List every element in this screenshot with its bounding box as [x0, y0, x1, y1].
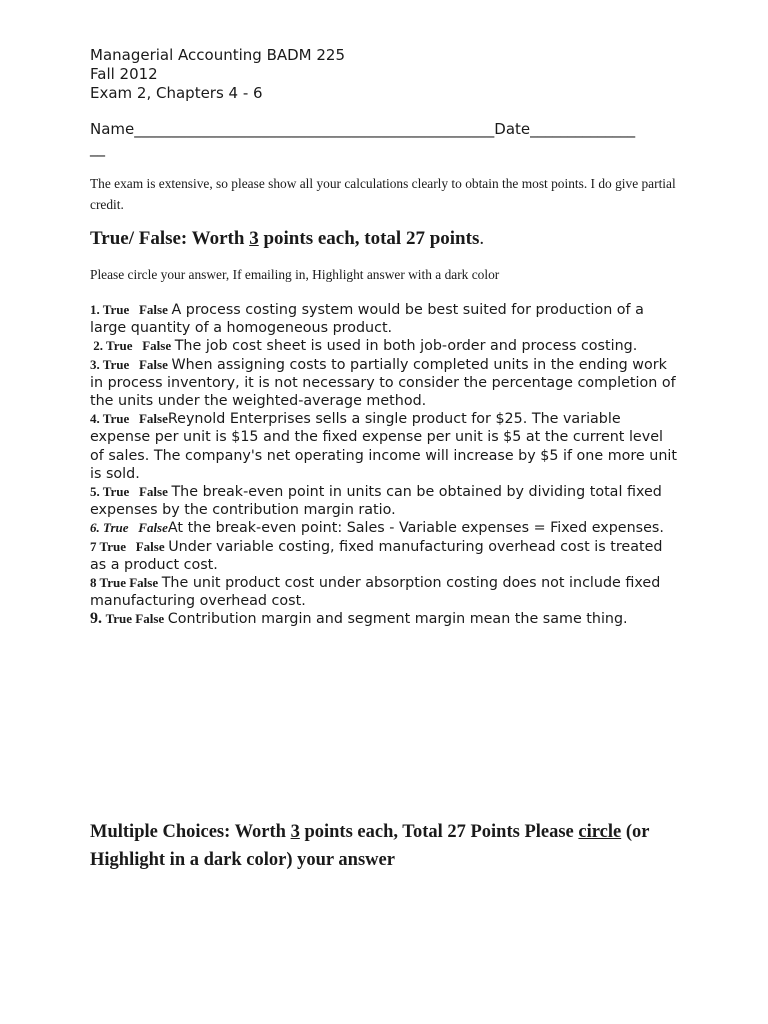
question-item: [90, 574, 680, 610]
answer-options: 8 True False: [90, 575, 159, 591]
name-blank: ________________________________________________: [134, 120, 495, 138]
points-number: 3: [290, 822, 300, 842]
answer-options: 5. True False: [90, 484, 168, 500]
answer-options: 3. True False: [90, 356, 168, 372]
answer-options: 1. True False: [90, 302, 168, 317]
exam-title: Exam 2, Chapters 4 - 6: [90, 84, 263, 102]
question-item: [90, 483, 680, 519]
exam-header: [90, 46, 345, 103]
question-item: [90, 301, 680, 337]
answer-options: 6. True False: [90, 520, 168, 536]
answer-options: 7 True False: [90, 538, 165, 554]
question-text: The job cost sheet is used in both job-order and process costing.: [174, 338, 638, 355]
question-text: At the break-even point: Sales - Variable expenses = Fixed expenses.: [167, 520, 664, 537]
question-item: [90, 356, 680, 411]
blank-tail: __: [90, 139, 105, 157]
answer-options: 4. True False: [90, 411, 168, 427]
circle-word: circle: [578, 822, 622, 842]
question-item: [90, 538, 680, 574]
intro-paragraph: The exam is extensive, so please show all your calculations clearly to obtain the most points. I do give partial credit.: [90, 176, 676, 212]
name-label: Name: [90, 120, 135, 138]
true-false-instruction: Please circle your answer, If emailing in, Highlight answer with a dark color: [90, 267, 500, 282]
term: Fall 2012: [90, 65, 158, 83]
question-text: When assigning costs to partially completed units in the ending work in process inventory, it is not necessary to consider the percentage completion of the units under the weighted-average method.: [90, 356, 676, 410]
multiple-choice-section-title: Multiple Choices: Worth 3 points each, Total 27 Points Please circle (or Highlight in a dark color) your answer: [90, 822, 650, 870]
date-label: Date: [494, 120, 531, 138]
question-text: The break-even point in units can be obtained by dividing total fixed expenses by the contribution margin ratio.: [90, 484, 662, 519]
question-item: [90, 337, 680, 355]
course-title: Managerial Accounting BADM 225: [90, 46, 346, 64]
question-item: [90, 610, 680, 628]
question-text: Under variable costing, fixed manufacturing overhead cost is treated as a product cost.: [90, 538, 663, 573]
date-blank: ______________: [530, 120, 636, 138]
answer-options: 2. True False: [90, 338, 172, 354]
question-text: Contribution margin and segment margin mean the same thing.: [167, 611, 628, 628]
points-number: 3: [249, 228, 259, 249]
question-item: [90, 410, 680, 483]
question-text: The unit product cost under absorption costing does not include fixed manufacturing overhead cost.: [90, 575, 661, 610]
name-date-line: [90, 118, 690, 156]
question-text: A process costing system would be best suited for production of a large quantity of a homogeneous product.: [90, 302, 644, 337]
answer-options: True False: [105, 611, 165, 627]
true-false-questions: [90, 301, 680, 629]
true-false-section-title: True/ False: Worth 3 points each, total 27 points.: [90, 228, 485, 249]
question-item: [90, 519, 680, 537]
question-number: 9.: [90, 610, 102, 628]
question-text: Reynold Enterprises sells a single product for $25. The variable expense per unit is $15 and the fixed expense per unit is $5 at the current level of sales. The company's net operating income will increase by $5 if one more unit is sold.: [90, 411, 677, 482]
